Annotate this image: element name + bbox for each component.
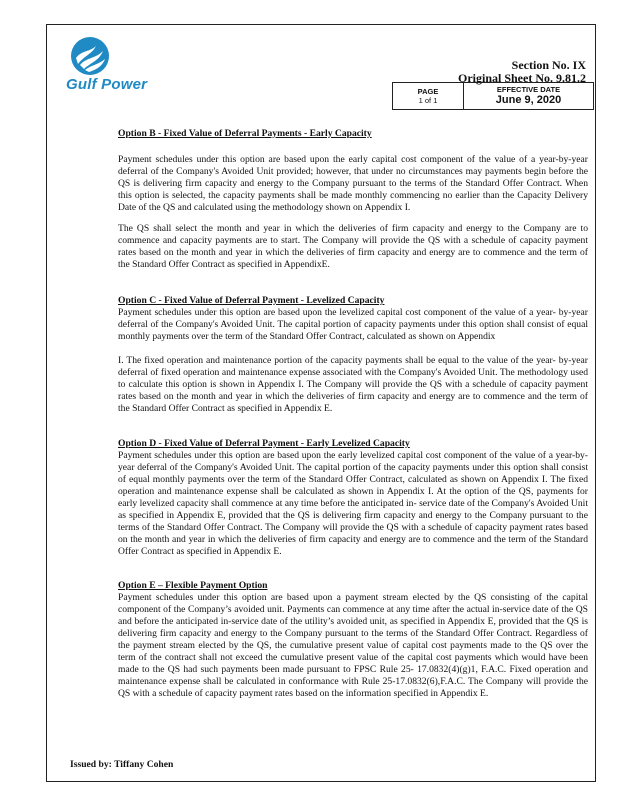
option-c-paragraph-2: I. The fixed operation and maintenance portion of the capacity payments shall be equal to the value of the year- by-year deferral of fixed operation and maintenance expense associated with the Company's Avoided Unit. The methodology used to calculate this option is shown in Appendix I. The Company will provide the QS with a schedule of capacity payment rates based on the month and year in which the deliveries of firm capacity and energy are to commence and the term of the Standard Offer Contract as specified in Appendix E. <box>118 355 588 414</box>
option-e-heading: Option E – Flexible Payment Option <box>118 580 268 591</box>
effective-date-value: June 9, 2020 <box>495 94 562 106</box>
company-logo <box>64 36 214 100</box>
effective-date-cell <box>464 83 594 110</box>
page-label-cell <box>393 83 464 110</box>
option-d-paragraph-1: Payment schedules under this option are based upon the early levelized capital cost component of the value of a year-by-year deferral of the Company's Avoided Unit. The capital portion of the capacity payments under this option shall consist of equal monthly payments over the term of the Standard Offer Contract, calculated as shown on Appendix I. The fixed operation and maintenance expense shall be calculated as shown in Appendix I. At the option of the QS, payments for early levelized capacity shall commence at any time before the anticipated in- service date of the Company's Avoided Unit as specified in Appendix E, provided that the QS is delivering firm capacity and energy to the Company pursuant to the terms of the Standard Offer Contract. The Company will provide the QS with a schedule of capacity payment rates based on the month and year in which the deliveries of firm capacity and energy are to commence and the term of the Standard Offer Contract as specified in Appendix E. <box>118 450 588 557</box>
page-label: PAGE <box>417 87 439 96</box>
company-name: Gulf Power <box>66 76 148 93</box>
option-b-paragraph-2: The QS shall select the month and year in which the deliveries of firm capacity and energy to the Company are to commence and capacity payments are to start. The Company will provide the QS with a schedule of capacity payment rates based on the month and year in which the deliveries of firm capacity and energy are to commence and the term of the Standard Offer Contract as specified in AppendixE. <box>118 223 588 270</box>
option-b-heading: Option B - Fixed Value of Deferral Payments - Early Capacity <box>118 128 372 139</box>
page-value: 1 of 1 <box>418 96 438 105</box>
option-d-heading: Option D - Fixed Value of Deferral Payment - Early Levelized Capacity <box>118 438 410 449</box>
option-e-paragraph-1: Payment schedules under this option are based upon a payment stream elected by the QS consisting of the capital component of the Company’s avoided unit. Payments can commence at any time after the actual in-service date of the QS and before the anticipated in-service date of the utility’s avoided unit, as specified in Appendix E, provided that the QS is delivering firm capacity and energy to the Company pursuant to the terms of the Standard Offer Contract. Regardless of the payment stream elected by the QS, the cumulative present value of capital cost payments made to the QS over the term of the contract shall not exceed the cumulative present value of the capital cost payments which would have been made to the QS had such payments been made pursuant to FPSC Rule 25- 17.0832(4)(g)1, F.A.C. Fixed operation and maintenance expense shall be calculated in conformance with Rule 25-17.0832(6),F.A.C. The Company will provide the QS with a schedule of capacity payment rates based on the information specified in Appendix E. <box>118 592 588 699</box>
issued-by: Issued by: Tiffany Cohen <box>70 759 174 770</box>
sheet-number: Original Sheet No. 9.81.2 <box>458 71 586 85</box>
option-c-heading: Option C - Fixed Value of Deferral Payment - Levelized Capacity <box>118 295 385 306</box>
option-c-paragraph-1: Payment schedules under this option are based upon the levelized capital cost component of the value of a year- by-year deferral of the Company's Avoided Unit. The capital portion of capacity payments under this option shall consist of equal monthly payments over the term of the Standard Offer Contract, calculated as shown on Appendix <box>118 307 588 342</box>
section-number: Section No. IX <box>511 58 586 72</box>
header-info-table <box>392 82 594 110</box>
option-b-paragraph-1: Payment schedules under this option are based upon the early capital cost component of the value of a year-by-year deferral of the Company's Avoided Unit provided; however, that under no circumstances may payments begin before the QS is delivering firm capacity and energy to the Company pursuant to the terms of the Standard Offer Contract. When this option is selected, the capacity payments shall be made monthly commencing no earlier than the Capacity Delivery Date of the QS and calculated using the methodology shown on Appendix I. <box>118 154 588 213</box>
effective-date-label: EFFECTIVE DATE <box>496 85 561 94</box>
gulf-power-logo-icon <box>70 36 110 76</box>
